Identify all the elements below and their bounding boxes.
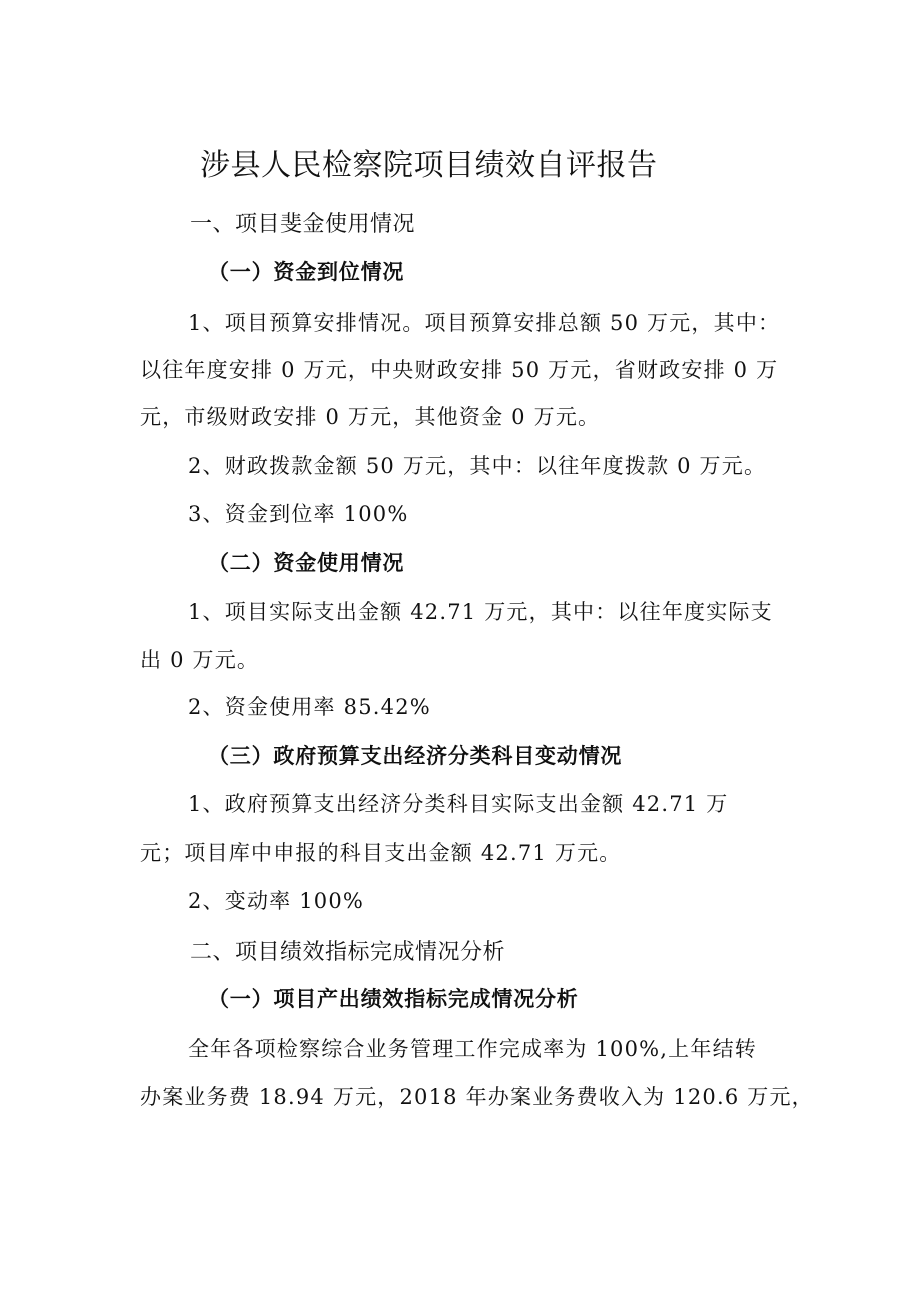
section-heading-1: 一、项目斐金使用情况 xyxy=(190,212,416,237)
paragraph-line: 以往年度安排 0 万元，中央财政安排 50 万元，省财政安排 0 万 xyxy=(140,358,779,382)
section-heading-2: 二、项目绩效指标完成情况分析 xyxy=(190,940,506,965)
paragraph-line: 3、资金到位率 100% xyxy=(188,502,409,526)
paragraph-line: 2、财政拨款金额 50 万元，其中：以往年度拨款 0 万元。 xyxy=(188,454,767,478)
paragraph-line: 1、项目实际支出金额 42.71 万元，其中：以往年度实际支 xyxy=(188,600,773,624)
paragraph-line: 办案业务费 18.94 万元，2018 年办案业务费收入为 120.6 万元， xyxy=(140,1085,814,1109)
subsection-heading-budget-change: （三）政府预算支出经济分类科目变动情况 xyxy=(208,744,623,768)
paragraph-line: 全年各项检察综合业务管理工作完成率为 100%,上年结转 xyxy=(188,1037,757,1061)
subsection-heading-funds-usage: （二）资金使用情况 xyxy=(208,551,405,575)
paragraph-line: 出 0 万元。 xyxy=(140,648,260,672)
paragraph-line: 元；项目库中申报的科目支出金额 42.71 万元。 xyxy=(140,841,622,865)
paragraph-line: 2、变动率 100% xyxy=(188,889,365,913)
document-title: 涉县人民检察院项目绩效自评报告 xyxy=(200,148,658,183)
subsection-heading-funds-arrival: （一）资金到位情况 xyxy=(208,260,405,284)
subsection-heading-output-indicators: （一）项目产出绩效指标完成情况分析 xyxy=(208,987,579,1011)
paragraph-line: 2、资金使用率 85.42% xyxy=(188,695,431,719)
paragraph-line: 1、政府预算支出经济分类科目实际支出金额 42.71 万 xyxy=(188,792,729,816)
paragraph-line: 元，市级财政安排 0 万元，其他资金 0 万元。 xyxy=(140,405,601,429)
paragraph-line: 1、项目预算安排情况。项目预算安排总额 50 万元，其中： xyxy=(188,311,781,335)
